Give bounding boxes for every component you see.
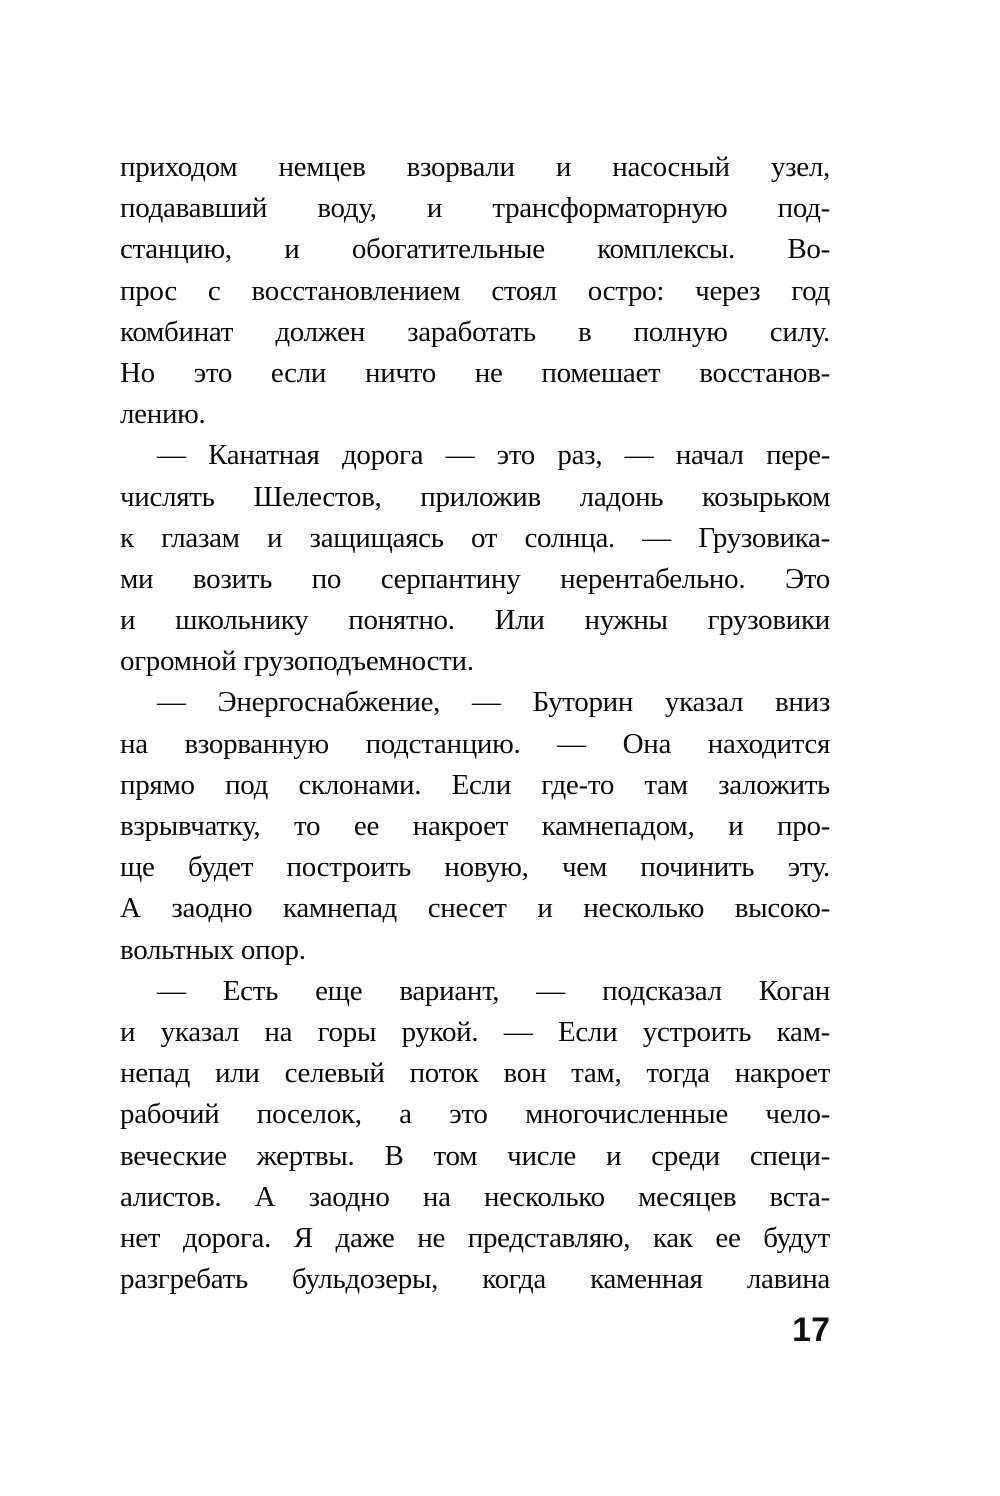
- text-line: ще будет построить новую, чем починить эту.: [120, 851, 830, 884]
- text-line: числять Шелестов, приложив ладонь козырьком: [120, 480, 830, 513]
- text-line: вольтных опор.: [120, 933, 306, 966]
- text-line: подававший воду, и трансформаторную под-: [120, 192, 830, 225]
- text-line: рабочий поселок, а это многочисленные чело-: [120, 1098, 830, 1131]
- text-line: и указал на горы рукой. — Если устроить кам-: [120, 1015, 830, 1048]
- text-line: А заодно камнепад снесет и несколько высоко-: [120, 892, 830, 925]
- text-line: непад или селевый поток вон там, тогда накроет: [120, 1057, 830, 1090]
- text-line: — Энергоснабжение, — Буторин указал вниз: [157, 686, 830, 719]
- text-line: — Канатная дорога — это раз, — начал пере-: [157, 439, 830, 472]
- text-line: ми возить по серпантину нерентабельно. Это: [120, 562, 830, 595]
- text-line: станцию, и обогатительные комплексы. Во-: [120, 233, 830, 266]
- text-line: Но это если ничто не помешает восстанов-: [120, 356, 830, 389]
- text-line: — Есть еще вариант, — подсказал Коган: [157, 974, 830, 1007]
- text-line: прос с восстановлением стоял остро: через год: [120, 274, 830, 307]
- text-line: огромной грузоподъемности.: [120, 645, 474, 678]
- text-line: прямо под склонами. Если где-то там заложить: [120, 768, 830, 801]
- text-line: и школьнику понятно. Или нужны грузовики: [120, 604, 830, 637]
- text-line: веческие жертвы. В том числе и среди специ-: [120, 1139, 830, 1172]
- text-line: нет дорога. Я даже не представляю, как ее будут: [120, 1221, 830, 1254]
- page-text: [120, 147, 830, 1300]
- text-line: приходом немцев взорвали и насосный узел,: [120, 151, 830, 183]
- text-line: взрывчатку, то ее накроет камнепадом, и про-: [120, 810, 830, 842]
- page-number: 17: [792, 1311, 830, 1349]
- text-line: на взорванную подстанцию. — Она находится: [120, 727, 830, 760]
- text-line: разгребать бульдозеры, когда каменная лавина: [120, 1263, 830, 1296]
- text-line: к глазам и защищаясь от солнца. — Грузовика-: [120, 521, 830, 554]
- text-line: лению.: [120, 398, 206, 431]
- text-line: комбинат должен заработать в полную силу.: [120, 315, 830, 348]
- text-line: алистов. А заодно на несколько месяцев вста-: [120, 1180, 830, 1213]
